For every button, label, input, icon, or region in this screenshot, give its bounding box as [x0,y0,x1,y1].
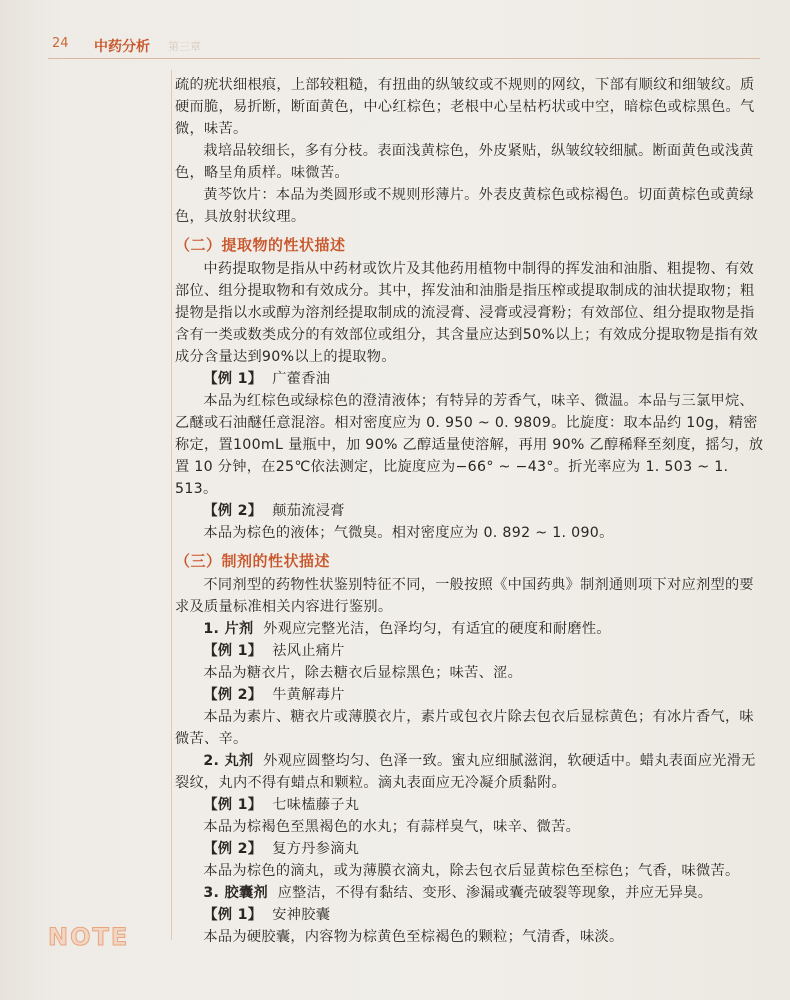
dosage-form-item [175,750,765,794]
dosage-form-label: 1. 片剂 [203,621,254,637]
dosage-form-label: 3. 胶囊剂 [203,885,268,901]
example-name: 祛风止痛片 [272,643,345,659]
dosage-form-desc: 外观应完整光洁，色泽均匀，有适宜的硬度和耐磨性。 [263,621,611,637]
note-margin-label: NOTE [48,923,130,951]
example-heading [175,500,765,522]
paragraph: 不同剂型的药物性状鉴别特征不同，一般按照《中国药典》制剂通则项下对应剂型的要求及质量标准相关内容进行鉴别。 [175,577,754,615]
paragraph: 疏的疣状细根痕，上部较粗糙，有扭曲的纵皱纹或不规则的网纹，下部有顺纹和细皱纹。质硬而脆，易折断，断面黄色，中心红棕色；老根中心呈枯朽状或中空，暗棕色或棕黑色。气微，味苦。 [175,77,755,137]
book-title: 中药分析 [94,39,150,55]
paragraph: 本品为糖衣片，除去糖衣后显棕黑色；味苦、涩。 [203,665,523,681]
example-name: 安神胶囊 [272,907,331,923]
example-tag: 【例 1】 [203,643,263,659]
example-tag: 【例 2】 [203,687,263,703]
dosage-form-label: 2. 丸剂 [203,753,254,769]
example-heading [175,640,765,662]
dosage-form-item [175,882,765,904]
example-name: 颠茄流浸膏 [272,503,345,519]
example-heading [175,794,765,816]
paragraph: 黄芩饮片：本品为类圆形或不规则形薄片。外表皮黄棕色或棕褐色。切面黄棕色或黄绿色，具放射状纹理。 [175,187,754,225]
example-heading [175,904,765,926]
example-heading [175,838,765,860]
section-heading: （二）提取物的性状描述 [175,236,346,254]
dosage-form-desc: 应整洁，不得有黏结、变形、渗漏或囊壳破裂等现象，并应无异臭。 [277,885,713,901]
example-name: 复方丹参滴丸 [272,841,360,857]
paragraph: 本品为红棕色或绿棕色的澄清液体；有特异的芳香气，味辛、微温。本品与三氯甲烷、乙醚或石油醚任意混溶。相对密度应为 0. 950 ~ 0. 9809。比旋度：取本品约 10g，精密称定，置100mL 量瓶中，加 90% 乙醇适量使溶解，再用 90% 乙醇稀释至刻度，摇匀，放置 10 分钟，在25℃依法测定，比旋度应为−66° ~ −43°。折光率应为 1. 503 ~ 1. 513。 [175,393,764,497]
page-number: 24 [52,36,69,51]
example-name: 广藿香油 [272,371,331,387]
example-name: 七味榼藤子丸 [272,797,360,813]
example-name: 牛黄解毒片 [272,687,345,703]
example-tag: 【例 1】 [203,371,263,387]
paragraph: 栽培品较细长，多有分枝。表面浅黄棕色，外皮紧贴，纵皱纹较细腻。断面黄色或浅黄色，略呈角质样。味微苦。 [175,143,754,181]
paragraph: 中药提取物是指从中药材或饮片及其他药用植物中制得的挥发油和油脂、粗提物、有效部位、组分提取物和有效成分。其中，挥发油和油脂是指压榨或提取制成的油状提取物；粗提物是指以水或醇为溶剂经提取制成的流浸膏、浸膏或浸膏粉；有效部位、组分提取物是指含有一类或数类成分的有效部位或组分，其含量应达到50%以上；有效成分提取物是指有效成分含量达到90%以上的提取物。 [175,261,758,365]
dosage-form-desc: 外观应圆整均匀、色泽一致。蜜丸应细腻滋润，软硬适中。蜡丸表面应光滑无裂纹，丸内不得有蜡点和颗粒。滴丸表面应无冷凝介质黏附。 [175,753,756,791]
show-through-text: 第三章 [168,40,201,53]
example-tag: 【例 1】 [203,907,263,923]
dosage-form-item [175,618,765,640]
example-tag: 【例 2】 [203,503,263,519]
example-tag: 【例 1】 [203,797,263,813]
example-heading [175,684,765,706]
example-tag: 【例 2】 [203,841,263,857]
paragraph: 本品为棕褐色至黑褐色的水丸；有蒜样臭气，味辛、微苦。 [203,819,581,835]
section-heading: （三）制剂的性状描述 [175,552,331,570]
paragraph: 本品为硬胶囊，内容物为棕黄色至棕褐色的颗粒；气清香，味淡。 [203,929,624,945]
body-text [175,74,765,948]
paragraph: 本品为素片、糖衣片或薄膜衣片，素片或包衣片除去包衣后显棕黄色；有冰片香气，味微苦、辛。 [175,709,754,747]
example-heading [175,368,765,390]
margin-rule [171,70,172,940]
page-header [40,30,760,60]
paragraph: 本品为棕色的滴丸，或为薄膜衣滴丸，除去包衣后显黄棕色至棕色；气香，味微苦。 [203,863,740,879]
paragraph: 本品为棕色的液体；气微臭。相对密度应为 0. 892 ~ 1. 090。 [203,525,614,541]
header-rule [48,58,760,59]
